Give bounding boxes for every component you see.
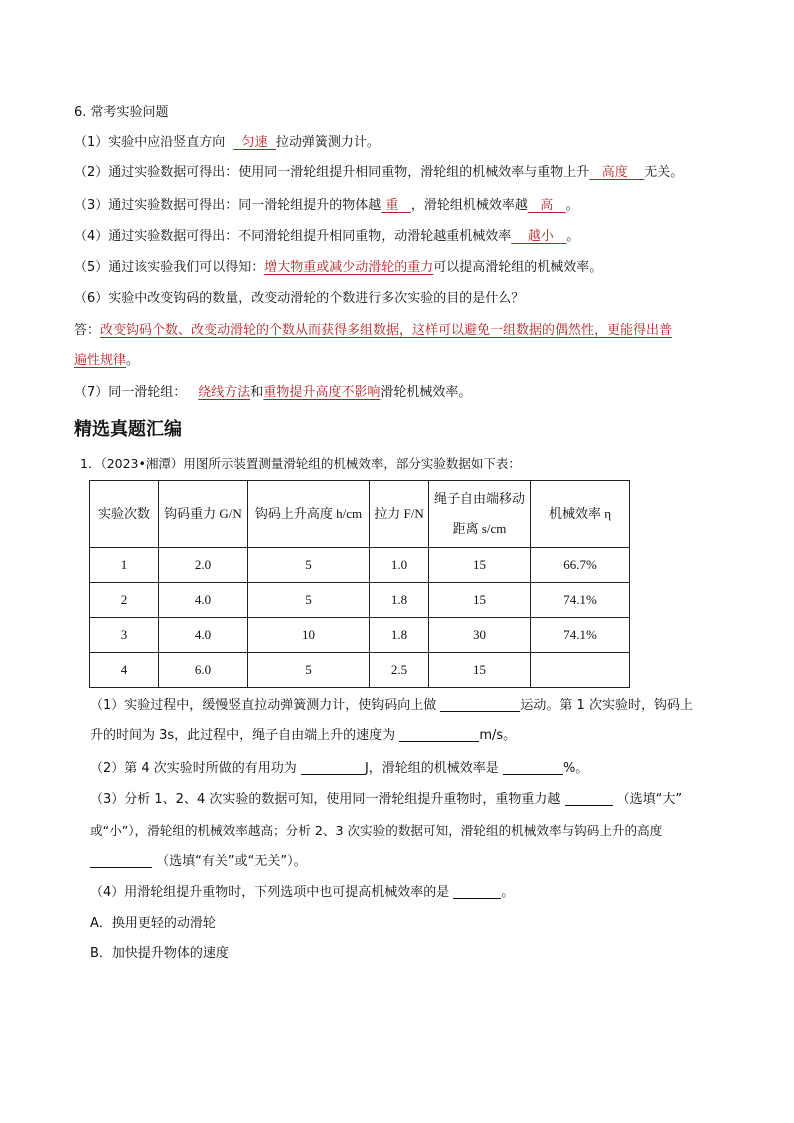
table-cell: 6.0 [159, 653, 248, 688]
table-cell: 74.1% [531, 618, 630, 653]
item-7-answer-1: 绕线方法 [198, 385, 251, 400]
table-cell: 5 [248, 653, 370, 688]
sub-question-4: （4）用滑轮组提升重物时，下列选项中也可提高机械效率的是 。 [90, 885, 515, 900]
item-5-answer: 增大物重或减少动滑轮的重力 [264, 260, 434, 275]
table-row [90, 583, 630, 618]
table-cell [531, 653, 630, 688]
table-cell: 30 [429, 618, 531, 653]
item-6-answer-line-2: 遍性规律。 [74, 353, 140, 368]
item-3-answer-1: 重 [385, 198, 399, 213]
item-4: （4）通过实验数据可得出：不同滑轮组提升相同重物，动滑轮越重机械效率 越小 。 [74, 229, 580, 244]
answer-blank[interactable] [440, 697, 520, 712]
item-6-answer-line-1: 答：改变钩码个数、改变动滑轮的个数从而获得多组数据，这样可以避免一组数据的偶然性，更能得出普 [74, 323, 673, 338]
table-cell: 66.7% [531, 548, 630, 583]
table-cell: 4.0 [159, 618, 248, 653]
table-header-row [90, 481, 630, 548]
item-7-answer-2: 重物提升高度不影响 [263, 385, 381, 400]
table-cell: 1.8 [370, 618, 429, 653]
sub-question-3-line-2: 或“小”），滑轮组的机械效率越高；分析 2、3 次实验的数据可知，滑轮组的机械效率与钩码上升的高度 [90, 823, 663, 838]
table-header: 钩码上升高度 h/cm [248, 481, 370, 548]
item-3: （3）通过实验数据可得出：同一滑轮组提升的物体越 重 ，滑轮组机械效率越 高 。 [74, 198, 579, 213]
item-2-answer: 高度 [601, 165, 628, 180]
table-row [90, 653, 630, 688]
table-cell: 15 [429, 583, 531, 618]
item-6-question: （6）实验中改变钩码的数量，改变动滑轮的个数进行多次实验的目的是什么？ [74, 291, 525, 306]
table-header: 拉力 F/N [370, 481, 429, 548]
table-cell: 1.0 [370, 548, 429, 583]
table-header: 机械效率 η [531, 481, 630, 548]
table-row [90, 618, 630, 653]
table-cell: 1 [90, 548, 159, 583]
item-7: （7）同一滑轮组： 绕线方法和重物提升高度不影响滑轮机械效率。 [74, 385, 472, 400]
section-6-title: 6. 常考实验问题 [74, 105, 169, 120]
item-1: （1）实验中应沿竖直方向 匀速 拉动弹簧测力计。 [74, 135, 380, 150]
answer-blank[interactable] [399, 727, 479, 742]
table-cell: 10 [248, 618, 370, 653]
option-a[interactable]: A．换用更轻的动滑轮 [90, 916, 216, 931]
table-cell: 2 [90, 583, 159, 618]
section-heading: 精选真题汇编 [74, 419, 182, 440]
item-1-answer: 匀速 [241, 135, 268, 150]
table-header: 钩码重力 G/N [159, 481, 248, 548]
answer-blank[interactable] [90, 853, 152, 868]
item-5: （5）通过该实验我们可以得知：增大物重或减少动滑轮的重力可以提高滑轮组的机械效率。 [74, 260, 603, 275]
question-1-intro: 1．（2023•湘潭）用图所示装置测量滑轮组的机械效率，部分实验数据如下表： [80, 456, 521, 471]
table-header: 实验次数 [90, 481, 159, 548]
sub-question-1-line-1: （1）实验过程中，缓慢竖直拉动弹簧测力计，使钩码向上做 运动。第 1 次实验时，钩码上 [90, 698, 693, 713]
item-3-answer-2: 高 [540, 198, 554, 213]
answer-blank[interactable] [301, 760, 365, 775]
answer-blank[interactable] [453, 884, 501, 899]
table-cell: 5 [248, 548, 370, 583]
answer-blank[interactable] [503, 760, 563, 775]
table-cell: 4.0 [159, 583, 248, 618]
table-row [90, 548, 630, 583]
table-cell: 15 [429, 548, 531, 583]
table-cell: 1.8 [370, 583, 429, 618]
sub-question-3-line-3: （选填“有关”或“无关”）。 [90, 853, 307, 871]
table-cell: 15 [429, 653, 531, 688]
table-cell: 74.1% [531, 583, 630, 618]
sub-question-3-line-1: （3）分析 1、2、4 次实验的数据可知，使用同一滑轮组提升重物时，重物重力越 （选填“大” [90, 792, 683, 807]
sub-question-1-line-2: 升的时间为 3s，此过程中，绳子自由端上升的速度为 m/s。 [90, 728, 517, 743]
data-table [89, 480, 630, 688]
table-cell: 4 [90, 653, 159, 688]
table-header: 绳子自由端移动 距离 s/cm [429, 481, 531, 548]
item-2: （2）通过实验数据可得出：使用同一滑轮组提升相同重物，滑轮组的机械效率与重物上升 高度 无关。 [74, 165, 684, 180]
table-cell: 2.0 [159, 548, 248, 583]
sub-question-2: （2）第 4 次实验时所做的有用功为 J，滑轮组的机械效率是 %。 [90, 761, 589, 776]
table-cell: 3 [90, 618, 159, 653]
item-1-text: （1）实验中应沿竖直方向 [74, 135, 226, 150]
answer-blank[interactable] [565, 791, 613, 806]
table-cell: 5 [248, 583, 370, 618]
option-b[interactable]: B．加快提升物体的速度 [90, 946, 229, 961]
table-cell: 2.5 [370, 653, 429, 688]
item-4-answer: 越小 [527, 229, 554, 244]
